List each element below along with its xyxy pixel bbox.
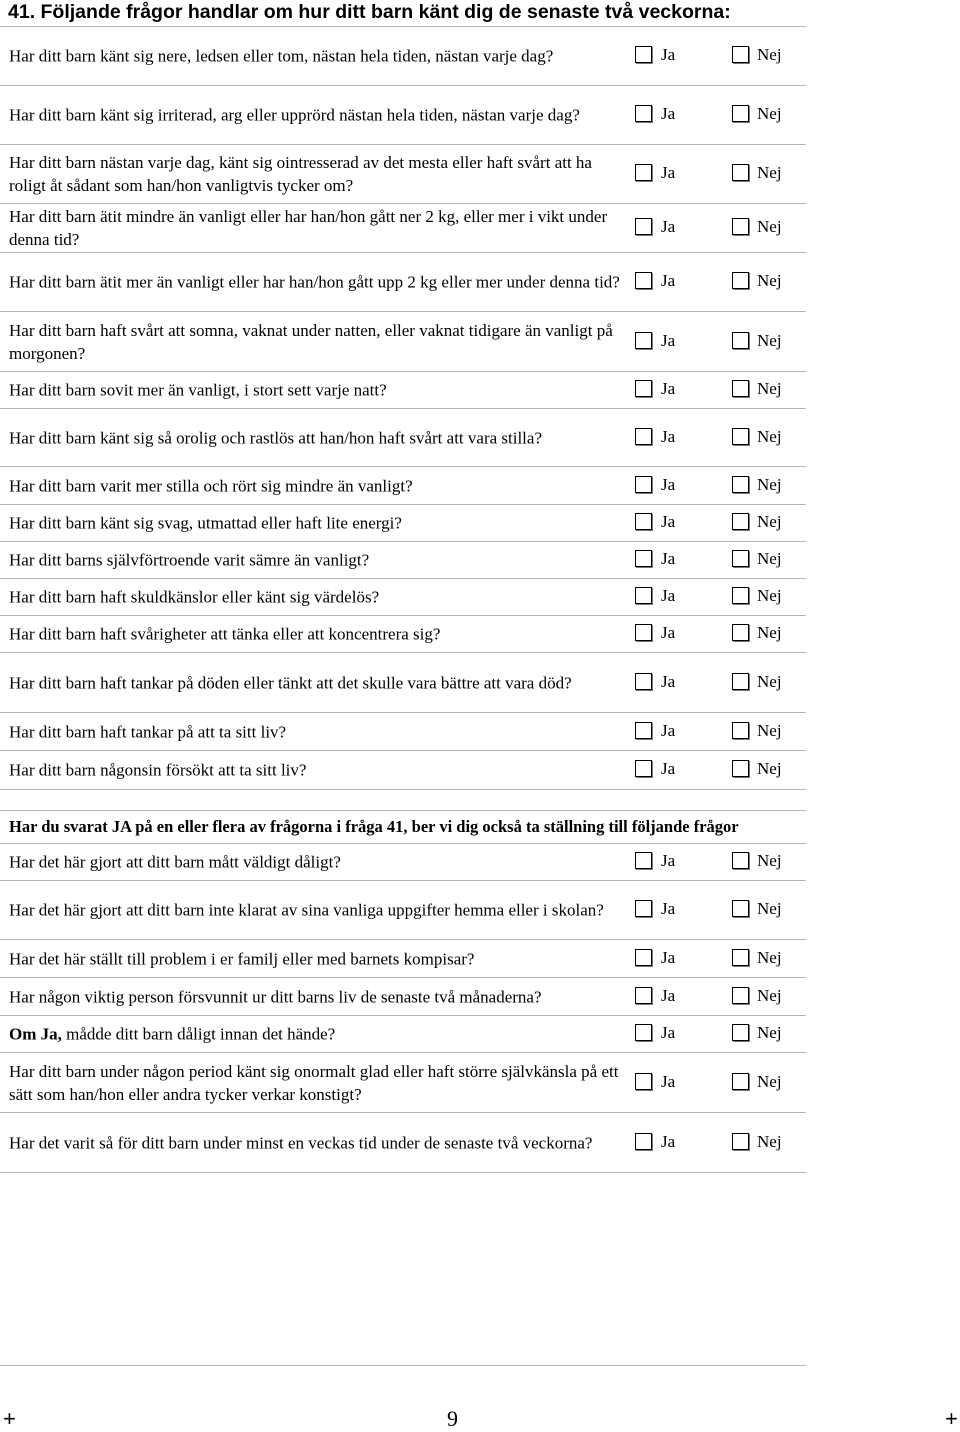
question-row [0, 978, 806, 1016]
yes-label: Ja [661, 947, 676, 967]
no-checkbox[interactable] [732, 550, 749, 567]
question-row [0, 881, 806, 940]
if-yes-prefix: Om Ja, [9, 1024, 62, 1044]
question-row [0, 26, 806, 86]
yes-label: Ja [661, 1071, 676, 1091]
question-row [0, 467, 806, 505]
registration-mark-right: + [945, 1406, 958, 1431]
question-row [0, 372, 806, 409]
follow-up-heading-row [0, 810, 806, 844]
yes-label: Ja [661, 426, 676, 446]
question-text: Har ditt barn under någon period känt sig onormalt glad eller haft större självkänsla på ett sätt som han/hon eller andra tycker verkar konstigt? [9, 1061, 619, 1104]
question-text: Har ditt barn sovit mer än vanligt, i stort sett varje natt? [9, 380, 387, 400]
question-row [0, 751, 806, 790]
no-label: Nej [757, 1071, 782, 1091]
question-row [0, 542, 806, 579]
no-label: Nej [757, 1023, 782, 1042]
yes-checkbox[interactable] [635, 587, 652, 604]
registration-mark-left: + [3, 1406, 16, 1431]
question-text: Har det här ställt till problem i er familj eller med barnets kompisar? [9, 949, 475, 968]
no-label: Nej [757, 379, 782, 398]
no-label: Nej [757, 586, 782, 605]
yes-label: Ja [661, 759, 676, 778]
no-checkbox[interactable] [732, 587, 749, 604]
yes-label: Ja [661, 271, 676, 290]
no-label: Nej [757, 217, 782, 236]
no-checkbox[interactable] [732, 852, 749, 869]
question-text: Har ditt barn känt sig irriterad, arg eller upprörd nästan hela tiden, nästan varje dag? [9, 105, 580, 125]
yes-checkbox[interactable] [635, 1073, 652, 1090]
no-label: Nej [757, 474, 782, 494]
question-text: Har ditt barn ätit mindre än vanligt eller har han/hon gått ner 2 kg, eller mer i vikt under denna tid? [9, 207, 608, 249]
yes-label: Ja [661, 623, 676, 642]
yes-checkbox[interactable] [635, 900, 652, 917]
no-checkbox[interactable] [732, 673, 749, 690]
yes-label: Ja [661, 163, 676, 182]
yes-checkbox[interactable] [635, 332, 652, 349]
yes-label: Ja [661, 851, 676, 870]
question-text: Har ditt barns självförtroende varit sämre än vanligt? [9, 550, 370, 570]
yes-label: Ja [661, 512, 676, 531]
yes-label: Ja [661, 474, 676, 494]
no-label: Nej [757, 512, 782, 531]
question-row [0, 713, 806, 751]
question-list [0, 26, 806, 790]
yes-label: Ja [661, 45, 676, 64]
question-text: Har någon viktig person försvunnit ur ditt barns liv de senaste två månaderna? [9, 987, 542, 1006]
no-checkbox[interactable] [732, 987, 749, 1004]
yes-checkbox[interactable] [635, 46, 652, 63]
question-row [0, 940, 806, 978]
no-label: Nej [757, 985, 782, 1005]
footer-divider [0, 1365, 806, 1366]
no-checkbox[interactable] [732, 722, 749, 739]
question-row [0, 145, 806, 204]
question-text: Har ditt barn haft svårigheter att tänka eller att koncentrera sig? [9, 624, 441, 644]
yes-checkbox[interactable] [635, 1024, 652, 1041]
no-checkbox[interactable] [732, 332, 749, 349]
yes-label: Ja [661, 104, 676, 123]
no-checkbox[interactable] [732, 164, 749, 181]
question-text: Har ditt barn någonsin försökt att ta sitt liv? [9, 760, 307, 780]
no-checkbox[interactable] [732, 476, 749, 493]
yes-label: Ja [661, 330, 676, 350]
question-row [0, 616, 806, 653]
no-checkbox[interactable] [732, 513, 749, 530]
question-text: Har ditt barn haft svårt att somna, vaknat under natten, eller vaknat tidigare än vanligt på morgonen? [9, 320, 613, 363]
no-label: Nej [757, 104, 782, 123]
no-checkbox[interactable] [732, 1024, 749, 1041]
no-checkbox[interactable] [732, 218, 749, 235]
no-label: Nej [757, 45, 782, 64]
yes-checkbox[interactable] [635, 218, 652, 235]
no-checkbox[interactable] [732, 46, 749, 63]
question-row [0, 312, 806, 372]
yes-label: Ja [661, 1131, 676, 1151]
yes-checkbox[interactable] [635, 272, 652, 289]
no-label: Nej [757, 549, 782, 568]
yes-label: Ja [661, 586, 676, 605]
question-row [0, 653, 806, 713]
follow-up-question-list [0, 810, 806, 1173]
yes-label: Ja [661, 671, 676, 691]
no-checkbox[interactable] [732, 428, 749, 445]
question-41-title: 41. Följande frågor handlar om hur ditt barn känt dig de senaste två veckorna: [8, 1, 731, 23]
no-label: Nej [757, 671, 782, 691]
question-text: Har det här gjort att ditt barn inte klarat av sina vanliga uppgifter hemma eller i skolan? [9, 900, 604, 920]
question-text: Har ditt barn känt sig svag, utmattad eller haft lite energi? [9, 513, 402, 533]
question-row [0, 86, 806, 145]
yes-label: Ja [661, 985, 676, 1005]
question-text-rest: mådde ditt barn dåligt innan det hände? [66, 1024, 336, 1044]
question-row [0, 1016, 806, 1053]
question-row [0, 1113, 806, 1173]
yes-checkbox[interactable] [635, 513, 652, 530]
question-text: Har ditt barn haft skuldkänslor eller känt sig värdelös? [9, 587, 380, 607]
yes-label: Ja [661, 549, 676, 568]
question-text: Har det varit så för ditt barn under minst en veckas tid under de senaste två veckorna? [9, 1133, 593, 1152]
yes-checkbox[interactable] [635, 673, 652, 690]
no-checkbox[interactable] [732, 272, 749, 289]
yes-checkbox[interactable] [635, 852, 652, 869]
yes-checkbox[interactable] [635, 550, 652, 567]
no-label: Nej [757, 271, 782, 290]
question-text: Har det här gjort att ditt barn mått väldigt dåligt? [9, 852, 341, 872]
no-label: Nej [757, 947, 782, 967]
no-label: Nej [757, 899, 782, 918]
no-checkbox[interactable] [732, 949, 749, 966]
no-checkbox[interactable] [732, 1073, 749, 1090]
question-text: Har ditt barn känt sig så orolig och rastlös att han/hon haft svårt att vara stilla? [9, 428, 542, 447]
question-text [9, 1023, 335, 1046]
question-row [0, 579, 806, 616]
no-label: Nej [757, 426, 782, 446]
yes-checkbox[interactable] [635, 105, 652, 122]
no-checkbox[interactable] [732, 1133, 749, 1150]
question-text: Har ditt barn nästan varje dag, känt sig ointresserad av det mesta eller haft svårt att ha roligt åt sådant som han/hon vanligtvis tycker om? [9, 153, 592, 195]
question-text: Har ditt barn ätit mer än vanligt eller har han/hon gått upp 2 kg eller mer under denna tid? [9, 272, 620, 292]
question-row [0, 409, 806, 467]
follow-up-heading: Har du svarat JA på en eller flera av frågorna i fråga 41, ber vi dig också ta ställning till följande frågor [9, 817, 739, 836]
page-number: 9 [447, 1406, 458, 1431]
question-row [0, 505, 806, 542]
no-label: Nej [757, 851, 782, 870]
yes-label: Ja [661, 1023, 676, 1042]
yes-checkbox[interactable] [635, 624, 652, 641]
yes-checkbox[interactable] [635, 1133, 652, 1150]
yes-checkbox[interactable] [635, 949, 652, 966]
yes-checkbox[interactable] [635, 428, 652, 445]
yes-label: Ja [661, 379, 676, 398]
no-label: Nej [757, 720, 782, 740]
question-row [0, 204, 806, 253]
yes-checkbox[interactable] [635, 760, 652, 777]
yes-label: Ja [661, 899, 676, 918]
yes-label: Ja [661, 217, 676, 236]
question-text: Har ditt barn varit mer stilla och rört sig mindre än vanligt? [9, 476, 413, 495]
no-label: Nej [757, 759, 782, 778]
question-text: Har ditt barn haft tankar på att ta sitt liv? [9, 722, 287, 741]
no-label: Nej [757, 330, 782, 350]
no-checkbox[interactable] [732, 760, 749, 777]
yes-checkbox[interactable] [635, 380, 652, 397]
yes-checkbox[interactable] [635, 987, 652, 1004]
no-label: Nej [757, 163, 782, 182]
no-checkbox[interactable] [732, 380, 749, 397]
question-text: Har ditt barn haft tankar på döden eller tänkt att det skulle vara bättre att vara död? [9, 673, 572, 692]
no-label: Nej [757, 623, 782, 642]
no-checkbox[interactable] [732, 900, 749, 917]
yes-label: Ja [661, 720, 676, 740]
no-checkbox[interactable] [732, 624, 749, 641]
yes-checkbox[interactable] [635, 164, 652, 181]
question-row [0, 844, 806, 881]
no-checkbox[interactable] [732, 105, 749, 122]
no-label: Nej [757, 1131, 782, 1151]
question-row [0, 1053, 806, 1113]
question-text: Har ditt barn känt sig nere, ledsen eller tom, nästan hela tiden, nästan varje dag? [9, 46, 554, 66]
yes-checkbox[interactable] [635, 722, 652, 739]
question-row [0, 253, 806, 312]
yes-checkbox[interactable] [635, 476, 652, 493]
